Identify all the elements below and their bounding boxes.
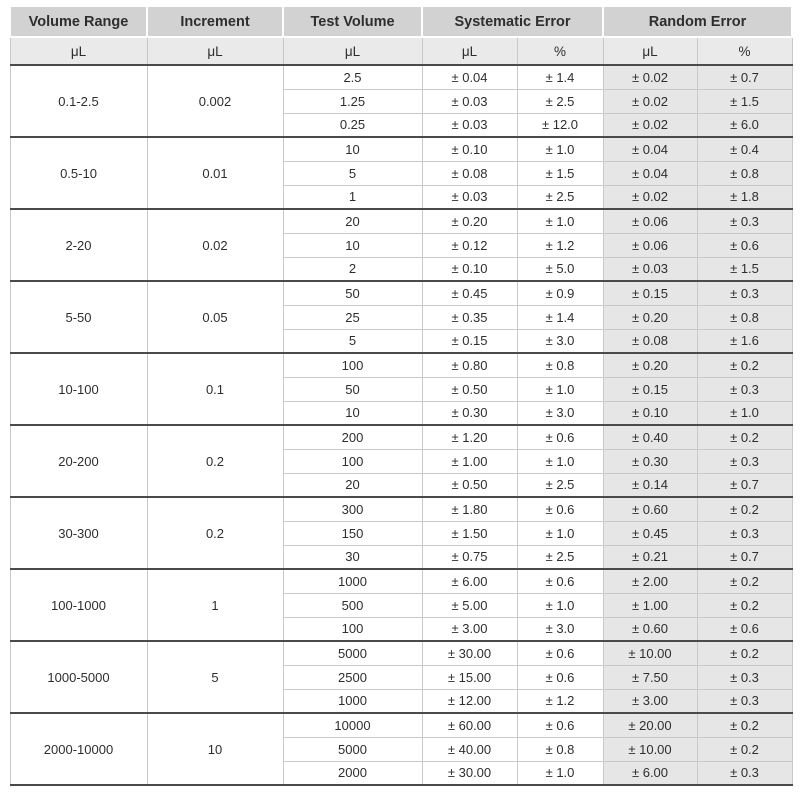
systematic-error-pct-cell: ± 2.5 [517, 185, 603, 209]
test-volume-cell: 300 [283, 497, 422, 521]
systematic-error-pct-cell: ± 1.4 [517, 65, 603, 89]
random-error-ul-cell: ± 2.00 [603, 569, 697, 593]
table-row [10, 209, 792, 233]
test-volume-cell: 200 [283, 425, 422, 449]
random-error-pct-cell: ± 1.5 [697, 89, 792, 113]
volume-range-cell: 5-50 [10, 281, 147, 353]
volume-range-cell: 1000-5000 [10, 641, 147, 713]
test-volume-cell: 20 [283, 473, 422, 497]
systematic-error-pct-cell: ± 0.6 [517, 641, 603, 665]
random-error-ul-cell: ± 0.02 [603, 113, 697, 137]
systematic-error-ul-cell: ± 6.00 [422, 569, 517, 593]
systematic-error-pct-cell: ± 1.0 [517, 593, 603, 617]
test-volume-cell: 0.25 [283, 113, 422, 137]
test-volume-cell: 100 [283, 617, 422, 641]
test-volume-cell: 150 [283, 521, 422, 545]
random-error-ul-cell: ± 0.08 [603, 329, 697, 353]
random-error-ul-cell: ± 0.04 [603, 161, 697, 185]
increment-cell: 5 [147, 641, 283, 713]
systematic-error-ul-cell: ± 0.45 [422, 281, 517, 305]
random-error-ul-cell: ± 0.20 [603, 353, 697, 377]
random-error-ul-cell: ± 1.00 [603, 593, 697, 617]
test-volume-cell: 10 [283, 401, 422, 425]
systematic-error-ul-cell: ± 0.03 [422, 185, 517, 209]
random-error-pct-cell: ± 0.2 [697, 497, 792, 521]
test-volume-cell: 2.5 [283, 65, 422, 89]
col-header-test-volume: Test Volume [283, 6, 422, 37]
systematic-error-ul-cell: ± 0.30 [422, 401, 517, 425]
table-body [10, 65, 792, 785]
systematic-error-ul-cell: ± 60.00 [422, 713, 517, 737]
random-error-ul-cell: ± 0.04 [603, 137, 697, 161]
systematic-error-pct-cell: ± 2.5 [517, 89, 603, 113]
table-row [10, 713, 792, 737]
test-volume-cell: 10000 [283, 713, 422, 737]
test-volume-cell: 500 [283, 593, 422, 617]
random-error-ul-cell: ± 0.60 [603, 617, 697, 641]
test-volume-cell: 100 [283, 449, 422, 473]
systematic-error-pct-cell: ± 0.6 [517, 497, 603, 521]
increment-cell: 1 [147, 569, 283, 641]
accuracy-spec-table [9, 5, 793, 786]
random-error-ul-cell: ± 0.60 [603, 497, 697, 521]
random-error-pct-cell: ± 0.3 [697, 377, 792, 401]
random-error-ul-cell: ± 7.50 [603, 665, 697, 689]
random-error-pct-cell: ± 0.8 [697, 305, 792, 329]
systematic-error-pct-cell: ± 1.2 [517, 233, 603, 257]
volume-range-cell: 2000-10000 [10, 713, 147, 785]
random-error-pct-cell: ± 1.0 [697, 401, 792, 425]
systematic-error-ul-cell: ± 0.10 [422, 257, 517, 281]
random-error-pct-cell: ± 0.7 [697, 65, 792, 89]
col-header-volume-range: Volume Range [10, 6, 147, 37]
table-row [10, 281, 792, 305]
test-volume-cell: 25 [283, 305, 422, 329]
test-volume-cell: 50 [283, 281, 422, 305]
test-volume-cell: 30 [283, 545, 422, 569]
volume-range-cell: 2-20 [10, 209, 147, 281]
systematic-error-ul-cell: ± 5.00 [422, 593, 517, 617]
systematic-error-ul-cell: ± 0.75 [422, 545, 517, 569]
random-error-pct-cell: ± 0.7 [697, 545, 792, 569]
systematic-error-ul-cell: ± 0.15 [422, 329, 517, 353]
random-error-pct-cell: ± 0.3 [697, 281, 792, 305]
systematic-error-pct-cell: ± 0.8 [517, 353, 603, 377]
test-volume-cell: 100 [283, 353, 422, 377]
random-error-pct-cell: ± 0.2 [697, 425, 792, 449]
table-row [10, 137, 792, 161]
random-error-ul-cell: ± 0.21 [603, 545, 697, 569]
random-error-ul-cell: ± 20.00 [603, 713, 697, 737]
systematic-error-ul-cell: ± 1.50 [422, 521, 517, 545]
systematic-error-pct-cell: ± 1.0 [517, 761, 603, 785]
volume-range-cell: 0.5-10 [10, 137, 147, 209]
random-error-ul-cell: ± 0.06 [603, 209, 697, 233]
random-error-ul-cell: ± 0.14 [603, 473, 697, 497]
random-error-ul-cell: ± 0.40 [603, 425, 697, 449]
random-error-ul-cell: ± 0.15 [603, 377, 697, 401]
random-error-pct-cell: ± 0.8 [697, 161, 792, 185]
systematic-error-pct-cell: ± 3.0 [517, 401, 603, 425]
volume-range-cell: 20-200 [10, 425, 147, 497]
random-error-pct-cell: ± 0.3 [697, 209, 792, 233]
random-error-pct-cell: ± 0.3 [697, 449, 792, 473]
systematic-error-ul-cell: ± 3.00 [422, 617, 517, 641]
systematic-error-ul-cell: ± 0.12 [422, 233, 517, 257]
table-row [10, 641, 792, 665]
systematic-error-pct-cell: ± 1.5 [517, 161, 603, 185]
random-error-pct-cell: ± 0.6 [697, 233, 792, 257]
random-error-pct-cell: ± 0.7 [697, 473, 792, 497]
increment-cell: 0.2 [147, 497, 283, 569]
systematic-error-pct-cell: ± 0.6 [517, 425, 603, 449]
random-error-pct-cell: ± 0.2 [697, 737, 792, 761]
systematic-error-ul-cell: ± 1.00 [422, 449, 517, 473]
systematic-error-pct-cell: ± 2.5 [517, 545, 603, 569]
random-error-ul-cell: ± 0.02 [603, 65, 697, 89]
unit-test-volume: μL [283, 37, 422, 65]
random-error-ul-cell: ± 0.03 [603, 257, 697, 281]
test-volume-cell: 5000 [283, 641, 422, 665]
increment-cell: 0.002 [147, 65, 283, 137]
unit-increment: μL [147, 37, 283, 65]
unit-random-pct: % [697, 37, 792, 65]
test-volume-cell: 20 [283, 209, 422, 233]
random-error-ul-cell: ± 3.00 [603, 689, 697, 713]
test-volume-cell: 5 [283, 329, 422, 353]
random-error-pct-cell: ± 0.4 [697, 137, 792, 161]
systematic-error-pct-cell: ± 3.0 [517, 617, 603, 641]
systematic-error-pct-cell: ± 1.4 [517, 305, 603, 329]
systematic-error-pct-cell: ± 0.8 [517, 737, 603, 761]
volume-range-cell: 10-100 [10, 353, 147, 425]
random-error-pct-cell: ± 0.6 [697, 617, 792, 641]
volume-range-cell: 100-1000 [10, 569, 147, 641]
random-error-pct-cell: ± 1.5 [697, 257, 792, 281]
systematic-error-ul-cell: ± 40.00 [422, 737, 517, 761]
table-row [10, 353, 792, 377]
test-volume-cell: 2000 [283, 761, 422, 785]
unit-random-ul: μL [603, 37, 697, 65]
systematic-error-pct-cell: ± 1.0 [517, 521, 603, 545]
random-error-pct-cell: ± 1.6 [697, 329, 792, 353]
systematic-error-pct-cell: ± 0.6 [517, 665, 603, 689]
random-error-ul-cell: ± 0.15 [603, 281, 697, 305]
random-error-ul-cell: ± 0.06 [603, 233, 697, 257]
table-row [10, 569, 792, 593]
volume-range-cell: 0.1-2.5 [10, 65, 147, 137]
systematic-error-ul-cell: ± 12.00 [422, 689, 517, 713]
random-error-ul-cell: ± 0.20 [603, 305, 697, 329]
test-volume-cell: 1 [283, 185, 422, 209]
test-volume-cell: 50 [283, 377, 422, 401]
random-error-pct-cell: ± 0.2 [697, 569, 792, 593]
test-volume-cell: 1000 [283, 569, 422, 593]
systematic-error-ul-cell: ± 0.80 [422, 353, 517, 377]
table-row [10, 497, 792, 521]
test-volume-cell: 5 [283, 161, 422, 185]
table-row [10, 65, 792, 89]
test-volume-cell: 2 [283, 257, 422, 281]
systematic-error-pct-cell: ± 1.0 [517, 449, 603, 473]
random-error-pct-cell: ± 0.3 [697, 521, 792, 545]
systematic-error-ul-cell: ± 0.50 [422, 377, 517, 401]
systematic-error-pct-cell: ± 0.6 [517, 713, 603, 737]
col-header-random-error: Random Error [603, 6, 792, 37]
systematic-error-pct-cell: ± 2.5 [517, 473, 603, 497]
increment-cell: 0.2 [147, 425, 283, 497]
test-volume-cell: 10 [283, 233, 422, 257]
test-volume-cell: 1000 [283, 689, 422, 713]
col-header-systematic-error: Systematic Error [422, 6, 603, 37]
random-error-pct-cell: ± 6.0 [697, 113, 792, 137]
test-volume-cell: 1.25 [283, 89, 422, 113]
random-error-ul-cell: ± 10.00 [603, 737, 697, 761]
systematic-error-ul-cell: ± 0.04 [422, 65, 517, 89]
random-error-pct-cell: ± 0.3 [697, 761, 792, 785]
systematic-error-ul-cell: ± 1.20 [422, 425, 517, 449]
random-error-ul-cell: ± 0.45 [603, 521, 697, 545]
table-row [10, 425, 792, 449]
random-error-ul-cell: ± 0.02 [603, 89, 697, 113]
systematic-error-pct-cell: ± 1.0 [517, 137, 603, 161]
unit-systematic-ul: μL [422, 37, 517, 65]
systematic-error-ul-cell: ± 15.00 [422, 665, 517, 689]
systematic-error-pct-cell: ± 5.0 [517, 257, 603, 281]
random-error-pct-cell: ± 0.3 [697, 689, 792, 713]
systematic-error-pct-cell: ± 0.6 [517, 569, 603, 593]
increment-cell: 0.01 [147, 137, 283, 209]
units-row [10, 37, 792, 65]
systematic-error-ul-cell: ± 1.80 [422, 497, 517, 521]
col-header-increment: Increment [147, 6, 283, 37]
systematic-error-pct-cell: ± 1.0 [517, 377, 603, 401]
test-volume-cell: 10 [283, 137, 422, 161]
systematic-error-pct-cell: ± 1.0 [517, 209, 603, 233]
random-error-ul-cell: ± 0.30 [603, 449, 697, 473]
random-error-pct-cell: ± 0.3 [697, 665, 792, 689]
random-error-pct-cell: ± 0.2 [697, 641, 792, 665]
random-error-ul-cell: ± 0.02 [603, 185, 697, 209]
random-error-pct-cell: ± 0.2 [697, 713, 792, 737]
increment-cell: 0.1 [147, 353, 283, 425]
systematic-error-ul-cell: ± 30.00 [422, 641, 517, 665]
systematic-error-ul-cell: ± 0.03 [422, 113, 517, 137]
table-head [10, 6, 792, 65]
systematic-error-ul-cell: ± 0.50 [422, 473, 517, 497]
systematic-error-ul-cell: ± 0.08 [422, 161, 517, 185]
unit-systematic-pct: % [517, 37, 603, 65]
systematic-error-ul-cell: ± 0.20 [422, 209, 517, 233]
random-error-pct-cell: ± 0.2 [697, 353, 792, 377]
increment-cell: 0.02 [147, 209, 283, 281]
systematic-error-pct-cell: ± 0.9 [517, 281, 603, 305]
unit-volume-range: μL [10, 37, 147, 65]
systematic-error-ul-cell: ± 30.00 [422, 761, 517, 785]
systematic-error-pct-cell: ± 1.2 [517, 689, 603, 713]
random-error-ul-cell: ± 6.00 [603, 761, 697, 785]
systematic-error-ul-cell: ± 0.10 [422, 137, 517, 161]
test-volume-cell: 5000 [283, 737, 422, 761]
random-error-ul-cell: ± 0.10 [603, 401, 697, 425]
random-error-pct-cell: ± 1.8 [697, 185, 792, 209]
systematic-error-ul-cell: ± 0.35 [422, 305, 517, 329]
volume-range-cell: 30-300 [10, 497, 147, 569]
systematic-error-pct-cell: ± 12.0 [517, 113, 603, 137]
increment-cell: 0.05 [147, 281, 283, 353]
increment-cell: 10 [147, 713, 283, 785]
systematic-error-ul-cell: ± 0.03 [422, 89, 517, 113]
random-error-pct-cell: ± 0.2 [697, 593, 792, 617]
systematic-error-pct-cell: ± 3.0 [517, 329, 603, 353]
test-volume-cell: 2500 [283, 665, 422, 689]
header-row [10, 6, 792, 37]
random-error-ul-cell: ± 10.00 [603, 641, 697, 665]
